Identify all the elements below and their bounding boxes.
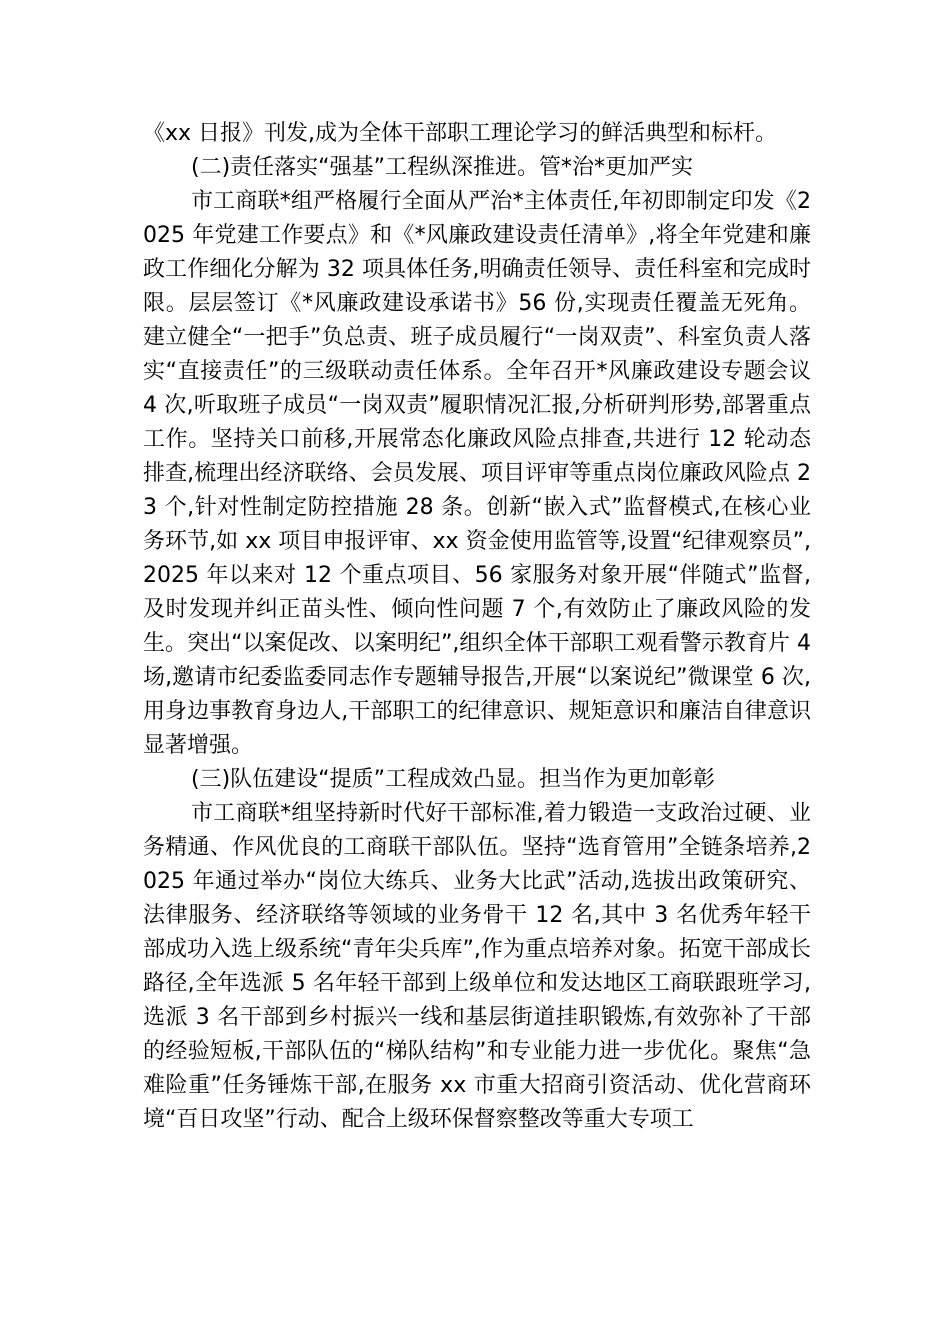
section-heading-2: (二)责任落实“强基”工程纵深推进。管*治*更加严实 <box>191 155 693 180</box>
paragraph-continuation: 《xx 日报》刊发,成为全体干部职工理论学习的鲜活典型和标杆。 <box>143 121 778 146</box>
paragraph-team-building: 市工商联*组坚持新时代好干部标准,着力锻造一支政治过硬、业务精通、作风优良的工商联干部队伍。坚持“选育管用”全链条培养,2025 年通过举办“岗位大练兵、业务大比武”活动,选拔出政策研究、法律服务、经济联络等领域的业务骨干 12 名,其中 3 名优秀年轻干部成功入选上级系统“青年尖兵库”,作为重点培养对象。拓宽干部成长路径,全年选派 5 名年轻干部到上级单位和发达地区工商联跟班学习,选派 3 名干部到乡村振兴一线和基层街道挂职锻炼,有效弥补了干部的经验短板,干部队伍的“梯队结构”和专业能力进一步优化。聚焦“急难险重”任务锤炼干部,在服务 xx 市重大招商引资活动、优化营商环境“百日攻坚”行动、配合上级环保督察整改等重大专项工 <box>143 801 811 1132</box>
document-body <box>143 117 811 1137</box>
paragraph-responsibility: 市工商联*组严格履行全面从严治*主体责任,年初即制定印发《2025 年党建工作要点》和《*风廉政建设责任清单》,将全年党建和廉政工作细化分解为 32 项具体任务,明确责任领导、责任科室和完成时限。层层签订《*风廉政建设承诺书》56 份,实现责任覆盖无死角。建立健全“一把手”负总责、班子成员履行“一岗双责”、科室负责人落实“直接责任”的三级联动责任体系。全年召开*风廉政建设专题会议 4 次,听取班子成员“一岗双责”履职情况汇报,分析研判形势,部署重点工作。坚持关口前移,开展常态化廉政风险点排查,共进行 12 轮动态排查,梳理出经济联络、会员发展、项目评审等重点岗位廉政风险点 23 个,针对性制定防控措施 28 条。创新“嵌入式”监督模式,在核心业务环节,如 xx 项目申报评审、xx 资金使用监管等,设置“纪律观察员”,2025 年以来对 12 个重点项目、56 家服务对象开展“伴随式”监督,及时发现并纠正苗头性、倾向性问题 7 个,有效防止了廉政风险的发生。突出“以案促改、以案明纪”,组织全体干部职工观看警示教育片 4 场,邀请市纪委监委同志作专题辅导报告,开展“以案说纪”微课堂 6 次,用身边事教育身边人,干部职工的纪律意识、规矩意识和廉洁自律意识显著增强。 <box>143 189 811 758</box>
section-heading-3: (三)队伍建设“提质”工程成效凸显。担当作为更加彰彰 <box>191 767 715 792</box>
